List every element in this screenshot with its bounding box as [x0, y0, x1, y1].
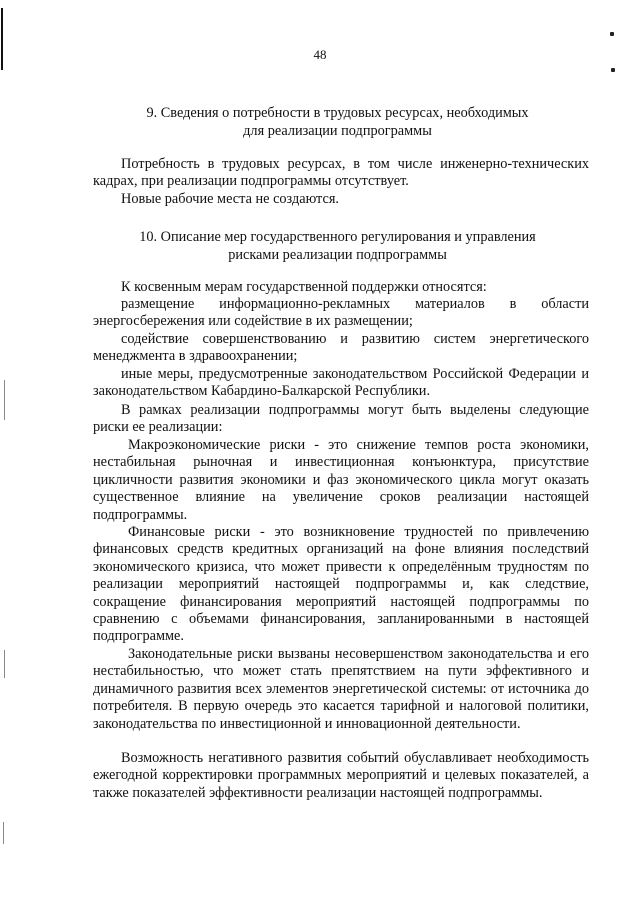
heading-line: рисками реализации подпрограммы: [228, 247, 447, 263]
paragraph: К косвенным мерам государственной поддержки относятся:: [121, 279, 487, 295]
paragraph: Возможность негативного развития событий обуславливает необходимость ежегодной корректировки программных мероприятий и целевых показателей, а также показателей эффективности реализации настоящей подпрограммы.: [93, 750, 589, 801]
section-9-heading: [90, 104, 585, 140]
paragraph: Потребность в трудовых ресурсах, в том числе инженерно-технических кадрах, при реализации подпрограммы отсутствует.: [93, 156, 589, 190]
paragraph: Законодательные риски вызваны несовершенством законодательства и его нестабильностью, что может стать препятствием на пути эффективного и динамичного развития всех элементов энергетической системы: от источника до потребителя. В первую очередь это касается тарифной и налоговой политики, законодательства по инвестиционной и инновационной деятельности.: [93, 646, 589, 732]
scan-speck: [611, 68, 615, 72]
paragraph: содействие совершенствованию и развитию систем энергетического менеджмента в здравоохранении;: [93, 331, 589, 365]
paragraph: В рамках реализации подпрограммы могут быть выделены следующие риски ее реализации:: [93, 402, 589, 436]
paragraph: Макроэкономические риски - это снижение темпов роста экономики, нестабильная рыночная и инвестиционная конъюнктура, присутствие цикличности развития экономики и фаз экономического цикла могут оказать существенное влияние на увеличение сроков реализации настоящей подпрограммы.: [93, 437, 589, 523]
scan-edge-mark: [4, 650, 5, 678]
paragraph: Финансовые риски - это возникновение трудностей по привлечению финансовых средств кредитных организаций на фоне влияния последствий экономического кризиса, что может привести к определённым трудностям по реализации мероприятий настоящей подпрограммы и, как следствие, сокращение финансирования мероприятий настоящей подпрограммы по сравнению с объемами финансирования, запланированными в настоящей подпрограмме.: [93, 524, 589, 645]
heading-line: 9. Сведения о потребности в трудовых ресурсах, необходимых: [146, 105, 529, 121]
heading-line: 10. Описание мер государственного регулирования и управления: [139, 229, 536, 245]
paragraph: Новые рабочие места не создаются.: [121, 191, 339, 207]
scan-speck: [610, 32, 614, 36]
heading-line: для реализации подпрограммы: [243, 123, 432, 139]
paragraph: размещение информационно-рекламных материалов в области энергосбережения или содействие в их размещении;: [93, 296, 589, 330]
section-10-heading: [90, 228, 585, 264]
paragraph: иные меры, предусмотренные законодательством Российской Федерации и законодательством Кабардино-Балкарской Республики.: [93, 366, 589, 400]
scan-edge-mark: [3, 822, 4, 844]
page-number: 48: [313, 47, 327, 62]
scan-edge-mark: [4, 380, 5, 420]
